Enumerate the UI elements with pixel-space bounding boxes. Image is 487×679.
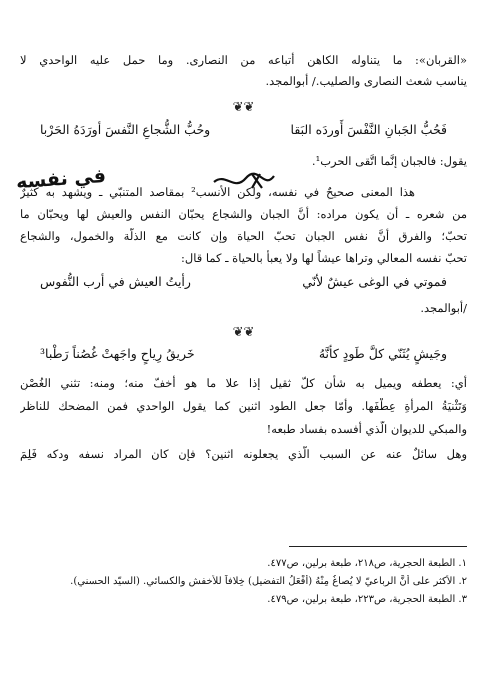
verse-hemistich-second: خَريقُ رِياحٍ واجَهتْ غُصُناً رَطْبا³ bbox=[40, 346, 195, 361]
body-line: /أبوالمجد. bbox=[420, 301, 467, 315]
body-line: يقول: فالجبان إنَّما اتَّقى الحرب¹. bbox=[311, 154, 467, 168]
verse-hemistich-first: فَحُبُّ الجَبانِ النَّفْسَ أَوردَه البَقا bbox=[290, 122, 447, 137]
verse bbox=[40, 122, 447, 142]
body-line: «القربان»: ما يتناوله الكاهن أتباعه من النصارى. وما حمل عليه الواحدي لا bbox=[20, 53, 467, 67]
footnote: ١. الطبعة الحجرية، ص٢١٨، طبعة برلين، ص٤٧٧. bbox=[267, 558, 467, 569]
footnote: ٢. الأكثر على أنَّ الرباعيّ لا يُصاغُ مِنْهُ (أَفْعَلُ التفضيل) خِلافاً للأخفش والكسائي. (السيّد الحسني). bbox=[70, 576, 467, 587]
body-line: هذا المعنى صحيحٌ في نفسه، ولكن الأنسب² بمقاصد المتنبّي ـ ويشهد به كثيرٌ bbox=[20, 185, 415, 199]
footnote: ٣. الطبعة الحجرية، ص٢٢٣، طبعة برلين، ص٤٧٩. bbox=[267, 594, 467, 605]
verse bbox=[40, 346, 447, 366]
verse-hemistich-first: وجَيشٍ يُثَنّي كلَّ طَودٍ كأنَّهُ bbox=[318, 346, 447, 361]
verse bbox=[40, 274, 447, 294]
body-line: وَتَثْنيَةُ المرأةِ عِطْفَها. وأمّا جعل الطود اثنين كما يقول الواحدي فمن المضحك للناظر bbox=[20, 399, 467, 413]
body-line: تحبّ نفسه المعالي وتراها عيشاً لها ولا يعبأ بالحياة ـ كما قال: bbox=[180, 251, 467, 265]
verse-hemistich-second: وحُبُّ الشُّجاعِ النَّفسَ أورَدَهُ الحَرْبا bbox=[40, 122, 211, 137]
verse-hemistich-second: رأيتُ العيش في أرب النُّفوس bbox=[40, 274, 191, 289]
body-line: من شعره ـ أن يكون مراده: أنَّ الجبان والشجاع يحبّان النفس والعيش لها ويحبّان ما bbox=[20, 207, 467, 221]
body-line: يناسب شعث النصارى والصليب./ أبوالمجد. bbox=[265, 74, 467, 88]
verse-hemistich-first: فموتي في الوغى عيشٌ لأنّي bbox=[302, 274, 447, 289]
body-line: تحبّ؛ والفرق أنَّ نفس الجبان تحبّ الحياة وإن كانت مع الذلّة والخمول، والشجاع bbox=[20, 229, 467, 243]
ornament: ❦❦ bbox=[232, 100, 255, 115]
body-line: والمبكي للديوان الَّذي أفسده بفساد طبعه! bbox=[266, 422, 467, 436]
ornament: ❦❦ bbox=[232, 325, 255, 340]
body-line: أي: يعطفه ويميل به شأن كلّ ثقيل إذا علا ما هو أخفّ منه؛ ومنه: تثني الغُصْنِ bbox=[20, 376, 467, 390]
footnote-separator bbox=[289, 546, 467, 547]
handwritten-margin-note: في نفسه bbox=[15, 164, 107, 194]
body-line: وهل سائلٌ عنه عن السبب الَّذي يجعلونه اثنين؟ فإن كان المراد نسفه ودكه فَلِمَ bbox=[20, 447, 467, 461]
